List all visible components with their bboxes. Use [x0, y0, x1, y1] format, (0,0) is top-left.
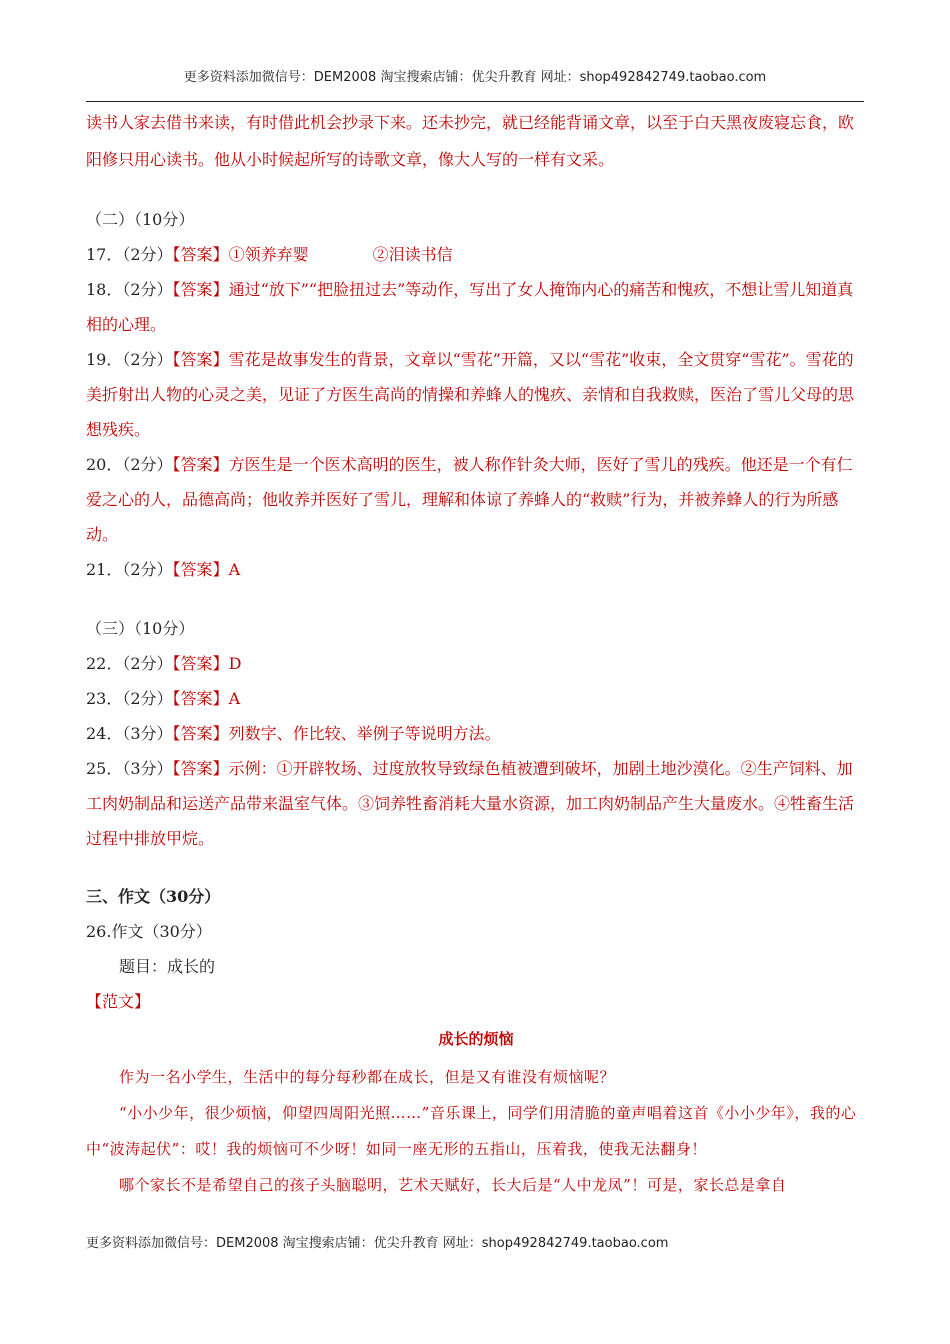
- answer-label: 【答案】: [172, 280, 229, 299]
- answer-label: 【答案】: [172, 689, 229, 708]
- sample-label: 【范文】: [86, 992, 151, 1011]
- answer-text: 方医生是一个医术高明的医生，被人称作针灸大师，医好了雪儿的残疾。他还是一个有仁爱之心的人，品德高尚；他收养并医好了雪儿，理解和体谅了养蜂人的“救赎”行为，并被养蜂人的行为所感动。: [86, 455, 853, 544]
- essay-paragraph: 哪个家长不是希望自己的孩子头脑聪明，艺术天赋好，长大后是“人中龙凤”！可是，家长总是拿自: [119, 1176, 787, 1194]
- writing-item: 26.作文（30分）: [86, 922, 212, 941]
- writing-prompt: 题目：成长的: [119, 957, 216, 976]
- answer-text: 示例：①开辟牧场、过度放牧导致绿色植被遭到破坏，加剧土地沙漠化。②生产饲料、加工肉奶制品和运送产品带来温室气体。③饲养牲畜消耗大量水资源，加工肉奶制品产生大量废水。④牲畜生活过程中排放甲烷。: [86, 759, 855, 848]
- answer-text: A: [228, 560, 241, 579]
- question-number: 18．（2分）: [86, 280, 173, 299]
- question-number: 20．（2分）: [86, 455, 173, 474]
- answer-18: [86, 272, 866, 342]
- document-body: [86, 104, 866, 1203]
- answer-label: 【答案】: [172, 724, 229, 743]
- question-number: 19．（2分）: [86, 350, 173, 369]
- answer-label: 【答案】: [172, 455, 229, 474]
- answer-text: A: [228, 689, 241, 708]
- answer-21: [86, 552, 866, 587]
- answer-label: 【答案】: [172, 350, 229, 369]
- spacer: [86, 587, 866, 611]
- question-number: 23．（2分）: [86, 689, 173, 708]
- essay-paragraph: “小小少年，很少烦恼，仰望四周阳光照……”音乐课上，同学们用清脆的童声唱着这首《小小少年》，我的心中“波涛起伏”：哎！我的烦恼可不少呀！如同一座无形的五指山，压着我，使我无法翻身！: [86, 1104, 857, 1158]
- answer-23: [86, 681, 866, 716]
- page-footer: 更多资料添加微信号：DEM2008 淘宝搜索店铺：优尖升教育 网址：shop492842749.taobao.com: [86, 1236, 669, 1251]
- answer-25: [86, 751, 866, 856]
- question-number: 24．（3分）: [86, 724, 173, 743]
- answer-text: 通过“放下”“把脸扭过去”等动作，写出了女人掩饰内心的痛苦和愧疚，不想让雪儿知道真相的心理。: [86, 280, 854, 334]
- spacer: [86, 178, 866, 202]
- answer-20: [86, 447, 866, 552]
- answer-label: 【答案】: [172, 560, 229, 579]
- essay-paragraph: 作为一名小学生，生活中的每分每秒都在成长，但是又有谁没有烦恼呢？: [119, 1068, 616, 1086]
- answer-text: D: [228, 654, 242, 673]
- question-number: 22．（2分）: [86, 654, 173, 673]
- header-divider: [86, 101, 864, 102]
- section2-heading: （二）（10分）: [86, 210, 195, 229]
- section3-heading: （三）（10分）: [86, 619, 195, 638]
- intro-paragraph: 读书人家去借书来读，有时借此机会抄录下来。还未抄完，就已经能背诵文章，以至于白天黑夜废寝忘食，欧阳修只用心读书。他从小时候起所写的诗歌文章，像大人写的一样有文采。: [86, 113, 855, 169]
- answer-text: 雪花是故事发生的背景，文章以“雪花”开篇，又以“雪花”收束，全文贯穿“雪花”。雪花的美折射出人物的心灵之美，见证了方医生高尚的情操和养蜂人的愧疚、亲情和自我救赎，医治了雪儿父母的思想残疾。: [86, 350, 855, 439]
- answer-label: 【答案】: [172, 245, 229, 264]
- answer-19: [86, 342, 866, 447]
- answer-label: 【答案】: [172, 759, 229, 778]
- answer-label: 【答案】: [172, 654, 229, 673]
- writing-heading: 三、作文（30分）: [86, 887, 221, 906]
- question-number: 21．（2分）: [86, 560, 173, 579]
- question-number: 25．（3分）: [86, 759, 173, 778]
- spacer: [86, 856, 866, 880]
- page-header: 更多资料添加微信号：DEM2008 淘宝搜索店铺：优尖升教育 网址：shop492842749.taobao.com: [183, 70, 767, 85]
- answer-text: 列数字、作比较、举例子等说明方法。: [228, 724, 501, 743]
- answer-22: [86, 646, 866, 681]
- answer-17: [86, 237, 866, 272]
- question-number: 17．（2分）: [86, 245, 173, 264]
- answer-24: [86, 716, 866, 751]
- essay-title: 成长的烦恼: [438, 1030, 514, 1048]
- answer-text: ①领养弃婴 ②泪读书信: [228, 245, 453, 264]
